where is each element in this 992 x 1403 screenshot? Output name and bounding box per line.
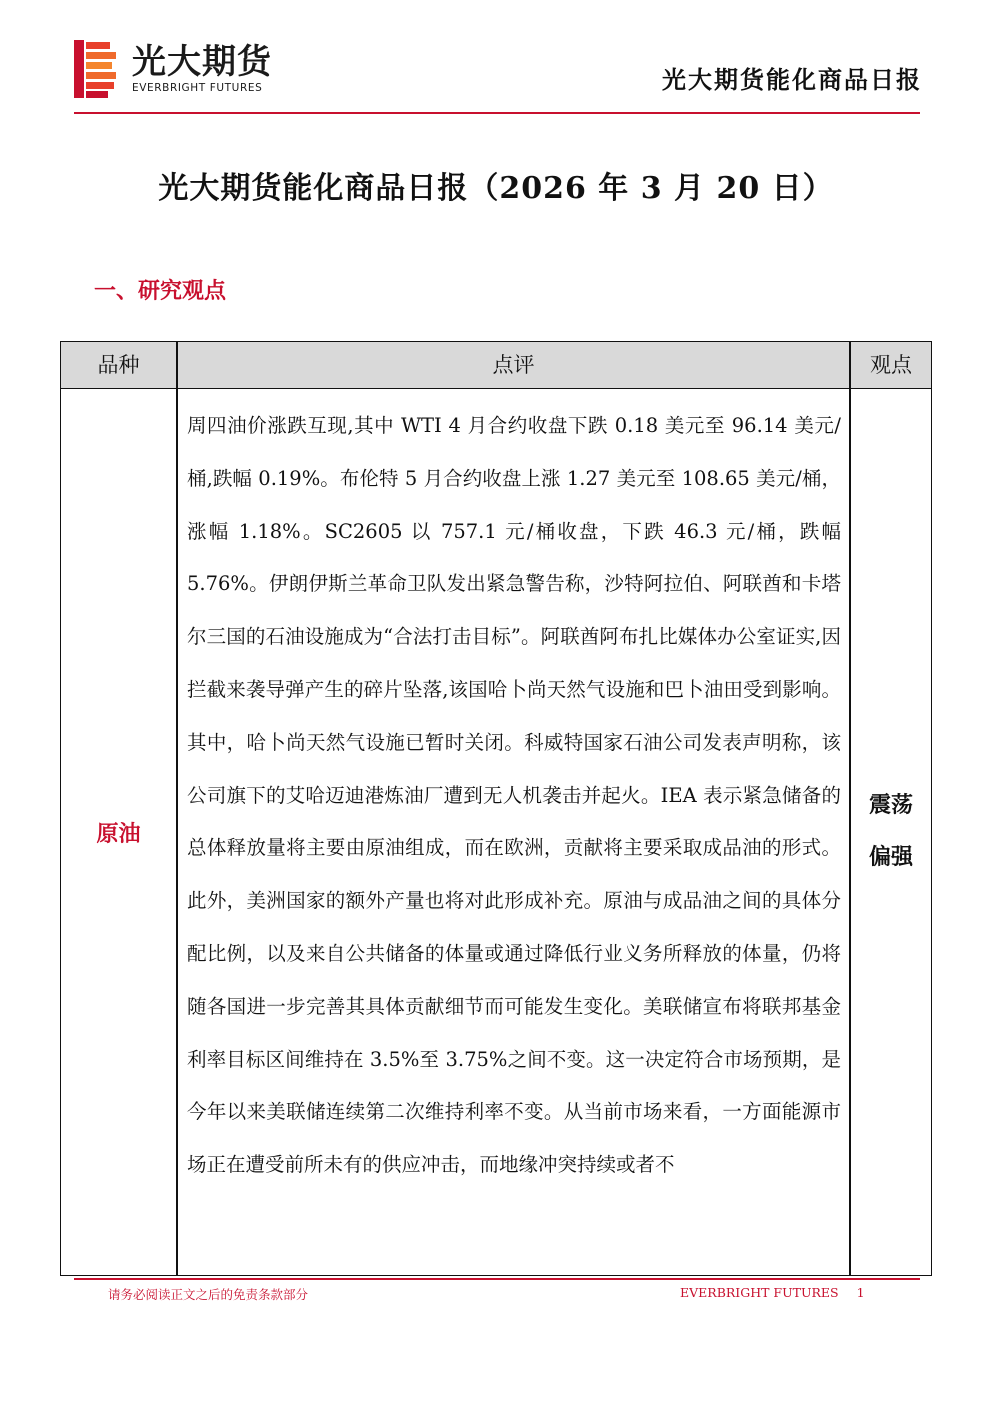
report-name: 光大期货能化商品日报 [662, 66, 922, 94]
footer-brand-page [680, 1285, 865, 1300]
section-heading: 一、研究观点 [94, 279, 227, 304]
view-label-line2: 偏强 [868, 845, 913, 870]
table-row-product: 原油 [96, 821, 141, 847]
column-divider [176, 342, 178, 1275]
table-row-view [851, 389, 931, 1275]
research-table [60, 341, 932, 1276]
column-header-comment: 点评 [492, 353, 535, 377]
footer-brand: EVERBRIGHT FUTURES [680, 1285, 839, 1300]
column-header-product: 品种 [97, 353, 140, 377]
table-row-comment: 周四油价涨跌互现,其中 WTI 4 月合约收盘下跌 0.18 美元至 96.14 美元/桶,跌幅 0.19%。布伦特 5 月合约收盘上涨 1.27 美元至 108.65 美元/桶，涨幅 1.18%。SC2605 以 757.1 元/桶收盘，下跌 46.3 元/桶，跌幅 5.76%。伊朗伊斯兰革命卫队发出紧急警告称，沙特阿拉伯、阿联酋和卡塔尔三国的石油设施成为“合法打击目标”。阿联酋阿布扎比媒体办公室证实,因拦截来袭导弹产生的碎片坠落,该国哈卜尚天然气设施和巴卜油田受到影响。其中，哈卜尚天然气设施已暂时关闭。科威特国家石油公司发表声明称，该公司旗下的艾哈迈迪港炼油厂遭到无人机袭击并起火。IEA 表示紧急储备的总体释放量将主要由原油组成，而在欧洲，贡献将主要采取成品油的形式。此外，美洲国家的额外产量也将对此形成补充。原油与成品油之间的具体分配比例，以及来自公共储备的体量或通过降低行业义务所释放的体量，仍将随各国进一步完善其具体贡献细节而可能发生变化。美联储宣布将联邦基金利率目标区间维持在 3.5%至 3.75%之间不变。这一决定符合市场预期，是今年以来美联储连续第二次维持利率不变。从当前市场来看，一方面能源市场正在遭受前所未有的供应冲击，而地缘冲突持续或者不 [187, 414, 841, 1177]
footer-disclaimer: 请务必阅读正文之后的免责条款部分 [108, 1287, 309, 1302]
logo-english-name: EVERBRIGHT FUTURES [132, 82, 263, 94]
page-number: 1 [856, 1285, 865, 1300]
column-header-view: 观点 [870, 353, 912, 377]
everbright-logo-icon [74, 40, 118, 98]
logo-chinese-name: 光大期货 [132, 42, 272, 82]
footer-divider [74, 1278, 920, 1280]
view-label-line1: 震荡 [868, 793, 913, 818]
document-title: 光大期货能化商品日报（2026 年 3 月 20 日） [158, 171, 834, 206]
table-header-row [61, 342, 931, 389]
header-divider [74, 112, 920, 114]
company-logo [74, 40, 284, 98]
